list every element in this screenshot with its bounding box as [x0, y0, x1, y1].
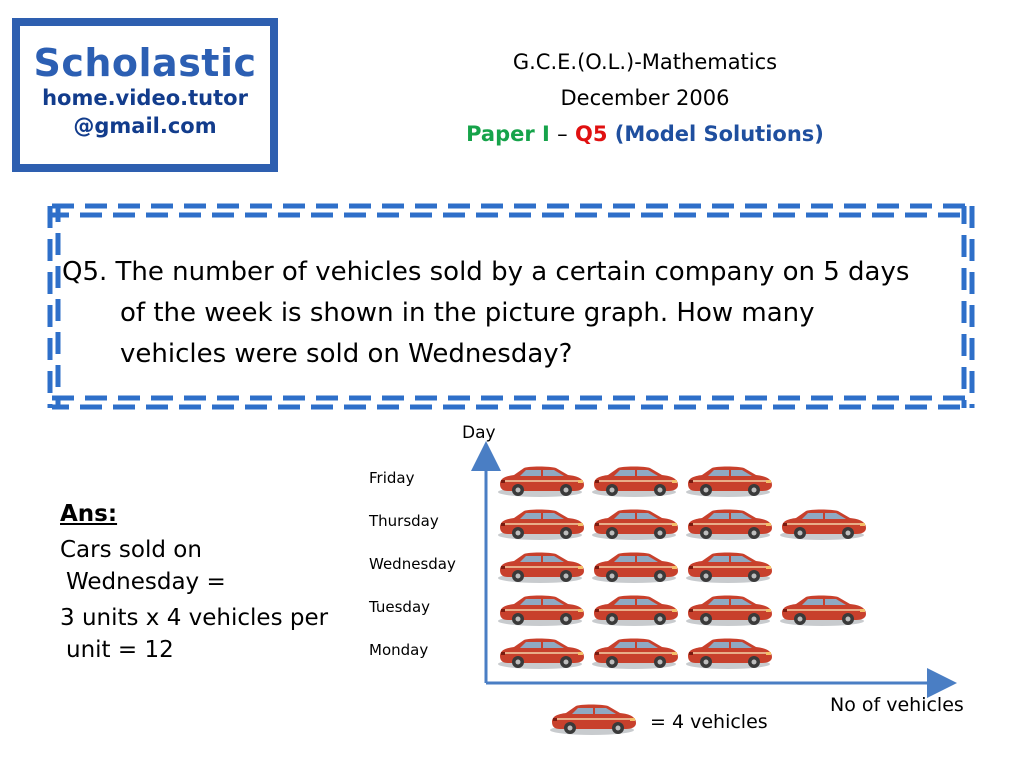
row-label-wednesday: Wednesday — [369, 555, 456, 573]
car-icon — [780, 596, 866, 627]
answer-line-2: Wednesday = — [66, 569, 226, 595]
car-icon — [498, 553, 584, 584]
car-icon — [686, 639, 772, 670]
row-label-monday: Monday — [369, 641, 429, 659]
question-line-2: of the week is shown in the picture graph. How many — [120, 298, 815, 328]
car-icon — [686, 510, 772, 541]
car-icon — [686, 596, 772, 627]
header-date: December 2006 — [560, 86, 730, 110]
header-paper: Paper I — [466, 122, 550, 146]
question-line-3: vehicles were sold on Wednesday? — [120, 339, 573, 369]
legend-text: = 4 vehicles — [650, 711, 768, 733]
header-question-number: Q5 — [574, 122, 608, 146]
row-label-thursday: Thursday — [369, 512, 439, 530]
car-icon — [498, 467, 584, 498]
header-model-solutions: (Model Solutions) — [614, 122, 824, 146]
answer-line-3: 3 units x 4 vehicles per — [60, 605, 329, 631]
answer-line-1: Cars sold on — [60, 537, 202, 563]
answer-line-4: unit = 12 — [66, 637, 174, 663]
row-label-friday: Friday — [369, 469, 415, 487]
car-icon — [498, 639, 584, 670]
header-paper-line — [420, 116, 870, 152]
logo-brand: Scholastic — [33, 41, 257, 85]
car-icon — [498, 596, 584, 627]
car-icon — [592, 639, 678, 670]
y-axis-label: Day — [462, 423, 496, 443]
logo-panel — [18, 24, 272, 166]
row-label-tuesday: Tuesday — [369, 598, 431, 616]
car-icon — [498, 510, 584, 541]
slide-header — [420, 44, 870, 152]
legend-car-icon — [550, 705, 636, 736]
answer-block — [60, 498, 360, 666]
answer-title: Ans: — [60, 501, 118, 527]
car-icon — [592, 510, 678, 541]
question-text — [62, 252, 962, 375]
header-subject: G.C.E.(O.L.)-Mathematics — [512, 50, 778, 74]
x-axis-label: No of vehicles — [830, 694, 964, 716]
logo-email-line1: home.video.tutor — [42, 86, 248, 110]
car-icon — [592, 467, 678, 498]
car-icon — [686, 467, 772, 498]
car-icon — [592, 553, 678, 584]
car-icon — [592, 596, 678, 627]
car-icon — [686, 553, 772, 584]
logo-frame — [12, 18, 278, 172]
logo-email-line2: @gmail.com — [73, 114, 217, 138]
header-dash: – — [557, 122, 568, 146]
car-icon — [780, 510, 866, 541]
question-line-1: Q5. The number of vehicles sold by a certain company on 5 days — [62, 257, 910, 287]
